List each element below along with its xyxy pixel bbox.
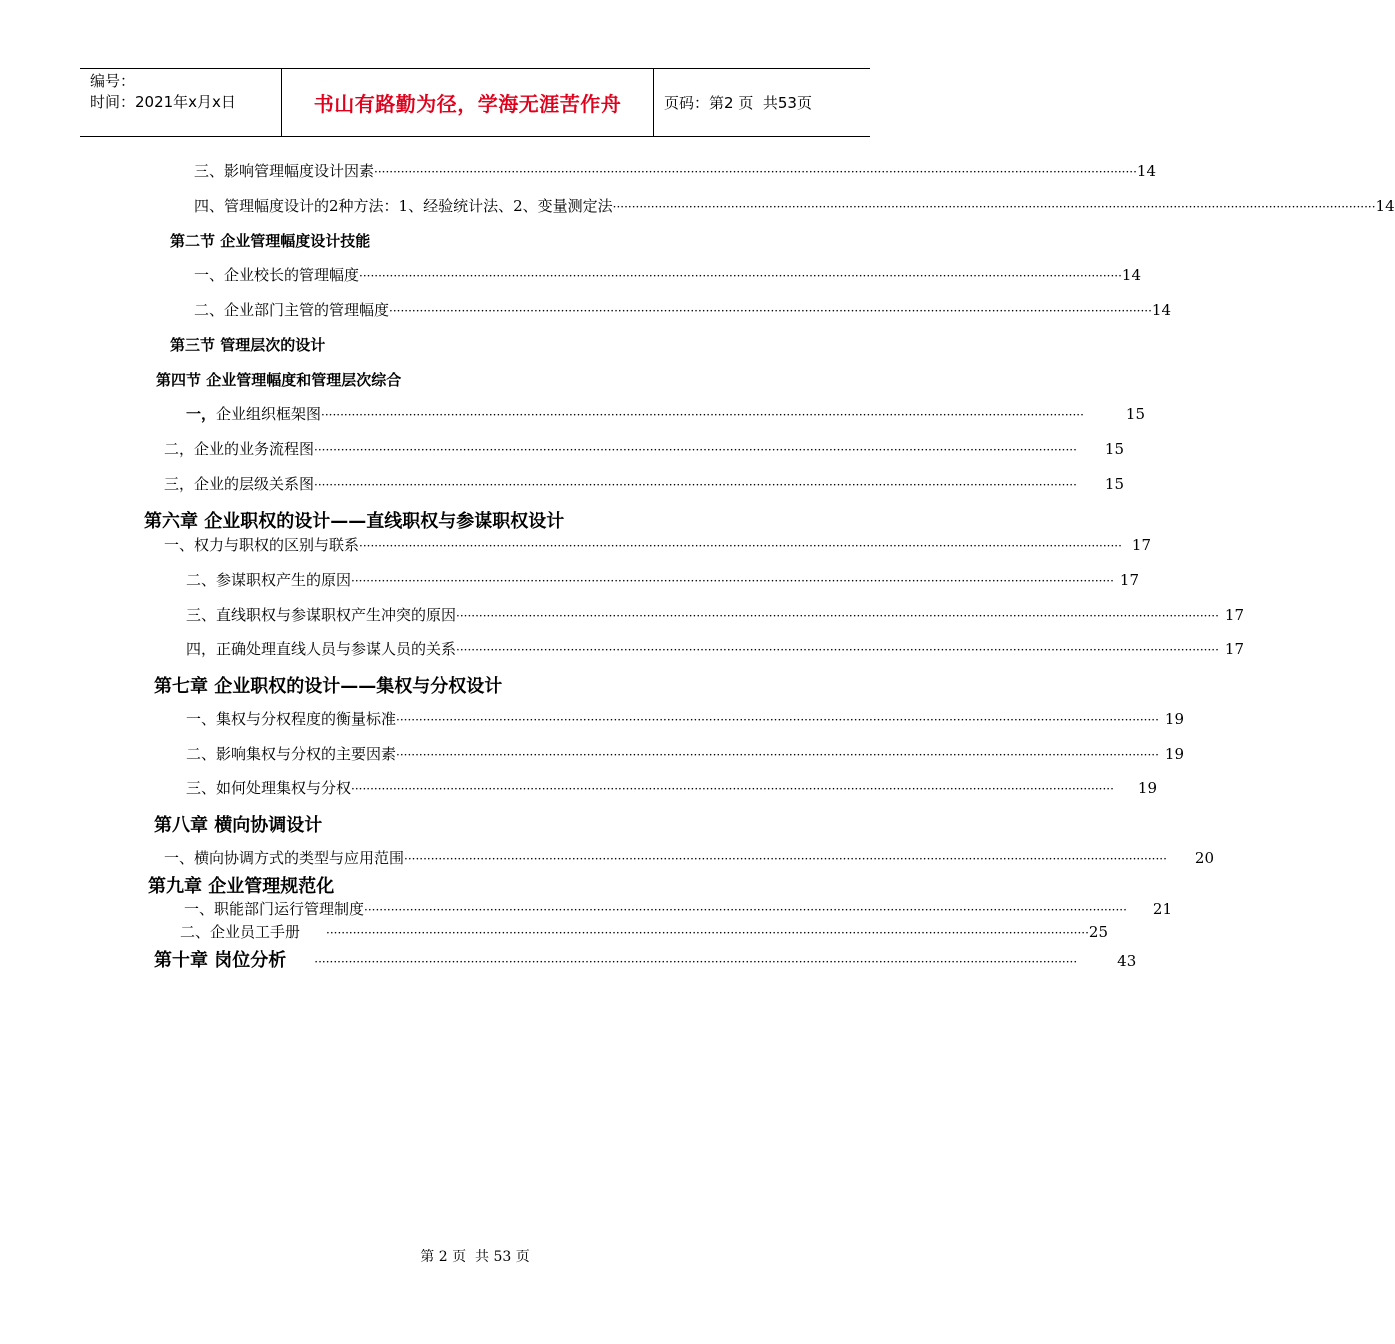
toc-leader-dots: ········································································································································································································ — [374, 165, 1137, 179]
toc-leader-dots: ········································································································································································································ — [364, 903, 1127, 917]
toc-entry-label: 四、管理幅度设计的2种方法：1、经验统计法、2、变量测定法 — [194, 197, 613, 215]
toc-entry[interactable] — [194, 195, 1395, 216]
toc-chapter-heading[interactable]: 第六章 企业职权的设计——直线职权与参谋职权设计 — [144, 511, 565, 532]
toc-entry[interactable] — [194, 299, 1171, 320]
toc-leader-dots: ········································································································································································································ — [314, 955, 1078, 969]
toc-entry[interactable] — [186, 403, 1146, 424]
footer-current: 2 — [438, 1249, 448, 1265]
toc-entry[interactable] — [186, 604, 1244, 625]
toc-entry-label: 一、集权与分权程度的衡量标准 — [186, 710, 397, 728]
toc-entry-label: 二，企业的业务流程图 — [164, 440, 315, 458]
header-page-middle: 页 共 — [738, 94, 778, 112]
toc-entry[interactable] — [194, 160, 1156, 181]
header-page-total: 53 — [777, 93, 797, 112]
toc-entry-page: 20 — [1194, 849, 1214, 867]
toc-entry[interactable] — [186, 708, 1184, 729]
toc-leader-dots: ········································································································································································································ — [351, 782, 1114, 796]
header-page-prefix: 页码：第 — [664, 94, 725, 112]
toc-entry-label: 二、影响集权与分权的主要因素 — [186, 745, 397, 763]
toc-entry-number: 一， — [186, 405, 217, 423]
toc-section-heading[interactable]: 第二节 企业管理幅度设计技能 — [170, 232, 371, 250]
toc-entry[interactable] — [194, 264, 1141, 285]
toc-entry-label: 二、企业部门主管的管理幅度 — [194, 301, 390, 319]
toc-entry[interactable] — [186, 743, 1184, 764]
toc-leader-dots: ········································································································································································································ — [396, 713, 1159, 727]
toc-entry-label: 一、权力与职权的区别与联系 — [164, 536, 360, 554]
toc-entry-label: 一、企业校长的管理幅度 — [194, 266, 360, 284]
toc-entry-page: 21 — [1152, 900, 1172, 918]
toc-chapter-heading[interactable]: 第七章 企业职权的设计——集权与分权设计 — [154, 676, 503, 697]
document-time-label: 时间：2021年x月x日 — [90, 93, 236, 111]
toc-leader-dots: ········································································································································································································ — [389, 304, 1152, 318]
toc-entry-page: 14 — [1375, 197, 1395, 215]
toc-leader-dots: ········································································································································································································ — [359, 269, 1122, 283]
toc-entry-label: 三、直线职权与参谋职权产生冲突的原因 — [186, 606, 457, 624]
toc-entry[interactable] — [186, 638, 1244, 659]
footer-prefix: 第 — [420, 1249, 435, 1265]
toc-section-heading[interactable]: 第三节 管理层次的设计 — [170, 336, 326, 354]
toc-entry-label: 一、横向协调方式的类型与应用范围 — [164, 849, 405, 867]
toc-entry[interactable] — [186, 777, 1157, 798]
toc-leader-dots: ········································································································································································································ — [321, 408, 1084, 422]
toc-leader-dots: ········································································································································································································ — [404, 852, 1167, 866]
toc-entry-page: 19 — [1164, 710, 1184, 728]
toc-entry-label: 一、职能部门运行管理制度 — [184, 900, 365, 918]
toc-leader-dots: ········································································································································································································ — [456, 643, 1219, 657]
toc-entry-page: 25 — [1088, 923, 1108, 941]
toc-entry[interactable] — [164, 473, 1124, 494]
toc-entry[interactable] — [164, 847, 1214, 868]
toc-entry-label: 二、企业员工手册 — [180, 923, 301, 941]
toc-entry[interactable] — [184, 898, 1172, 919]
header-motto: 书山有路勤为径，学海无涯苦作舟 — [282, 69, 654, 136]
toc-entry-page: 19 — [1164, 745, 1184, 763]
toc-leader-dots: ········································································································································································································ — [456, 609, 1219, 623]
toc-entry-page: 15 — [1104, 440, 1124, 458]
footer-total: 53 — [493, 1249, 512, 1265]
header-page-suffix: 页 — [796, 94, 812, 112]
toc-entry-page: 43 — [1117, 952, 1137, 970]
toc-entry-page: 17 — [1224, 606, 1244, 624]
toc-entry[interactable] — [186, 569, 1139, 590]
toc-leader-dots: ········································································································································································································ — [314, 478, 1077, 492]
toc-entry[interactable] — [180, 921, 1108, 942]
toc-leader-dots: ········································································································································································································ — [326, 926, 1089, 940]
toc-entry[interactable] — [164, 438, 1124, 459]
toc-entry-page: 14 — [1136, 162, 1156, 180]
toc-entry-label: 四，正确处理直线人员与参谋人员的关系 — [186, 640, 457, 658]
toc-entry-label: 企业组织框架图 — [216, 405, 322, 423]
page-footer — [0, 1246, 950, 1266]
toc-entry-label: 三、影响管理幅度设计因素 — [194, 162, 375, 180]
toc-entry-page: 17 — [1119, 571, 1139, 589]
toc-chapter-label: 第十章 岗位分析 — [154, 950, 287, 971]
toc-entry-label: 二、参谋职权产生的原因 — [186, 571, 352, 589]
footer-suffix: 页 — [515, 1249, 530, 1265]
toc-chapter-heading[interactable]: 第九章 企业管理规范化 — [148, 876, 335, 897]
toc-leader-dots: ········································································································································································································ — [359, 539, 1122, 553]
toc-leader-dots: ········································································································································································································ — [314, 443, 1077, 457]
toc-entry[interactable] — [164, 534, 1151, 555]
toc-leader-dots: ········································································································································································································ — [351, 574, 1114, 588]
toc-leader-dots: ········································································································································································································ — [396, 748, 1159, 762]
toc-entry-label: 三，企业的层级关系图 — [164, 475, 315, 493]
toc-entry-page: 15 — [1125, 405, 1146, 423]
toc-entry-page: 17 — [1131, 536, 1151, 554]
toc-section-heading[interactable]: 第四节 企业管理幅度和管理层次综合 — [156, 371, 402, 389]
toc-entry-page: 15 — [1104, 475, 1124, 493]
toc-entry-page: 14 — [1151, 301, 1171, 319]
toc-leader-dots: ········································································································································································································ — [612, 200, 1376, 214]
toc-entry-label: 三、如何处理集权与分权 — [186, 779, 352, 797]
header-page-current: 2 — [724, 93, 734, 112]
toc-entry[interactable] — [154, 946, 1137, 972]
toc-entry-page: 14 — [1121, 266, 1141, 284]
toc-chapter-heading[interactable]: 第八章 横向协调设计 — [154, 815, 323, 836]
toc-entry-page: 17 — [1224, 640, 1244, 658]
footer-middle: 页 共 — [452, 1249, 489, 1265]
document-number-label: 编号： — [90, 72, 136, 90]
toc-entry-page: 19 — [1137, 779, 1157, 797]
